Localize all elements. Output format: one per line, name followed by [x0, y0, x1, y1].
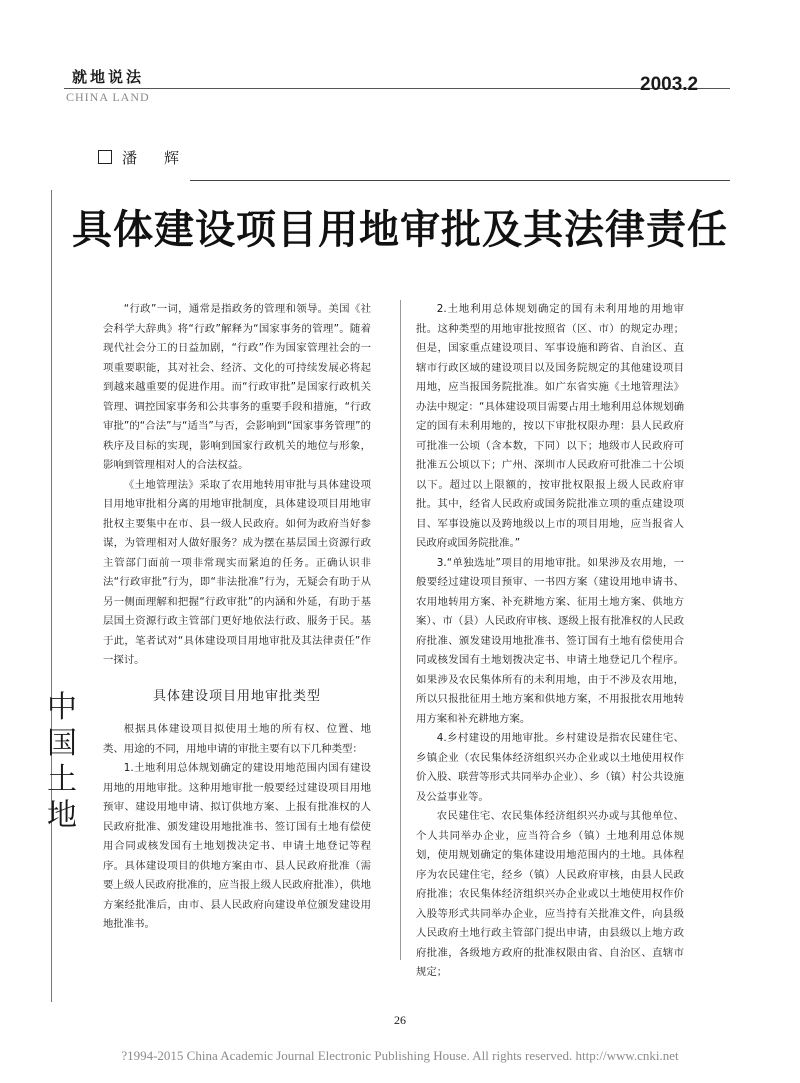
article-title: 具体建设项目用地审批及其法律责任	[72, 207, 728, 253]
column-divider	[400, 300, 401, 960]
author-rule	[190, 180, 730, 181]
section-heading: 具体建设项目用地审批类型	[152, 688, 321, 704]
right-column	[416, 300, 684, 983]
side-brand-char: 地	[47, 798, 77, 833]
issue-number: 2003.2	[640, 74, 699, 95]
side-rule	[51, 190, 52, 1002]
paragraph: 2.土地利用总体规划确定的国有未利用地的用地审批。这种类型的用地审批按照省（区、市）的规定办理；但是，国家重点建设项目、军事设施和跨省、自治区、直辖市行政区域的建设项目以及国务院规定的其他建设项目用地，应当报国务院批准。如广东省实施《土地管理法》办法中规定：“具体建设项目需要占用土地利用总体规划确定的国有未利用地的，按以下审批权限办理：县人民政府可批准一公顷（含本数，下同）以下；地级市人民政府可批准五公顷以下；广州、深圳市人民政府可批准二十公顷以下。超过以上限额的，按审批权限报上级人民政府审批。其中，经省人民政府或国务院批准立项的重点建设项目、军事设施以及跨地级以上市的项目用地，应当报省人民政府或国务院批准。”	[416, 303, 684, 549]
paragraph: 3.“单独选址”项目的用地审批。如果涉及农用地，一般要经过建设项目预审、一书四方案（建设用地申请书、农用地转用方案、补充耕地方案、征用土地方案、供地方案）、市（县）人民政府审核、逐级上报有批准权的人民政府批准、颁发建设用地批准书、签订国有土地有偿使用合同或核发国有土地划拨决定书、申请土地登记几个程序。如果涉及农民集体所有的未利用地，由于不涉及农用地，所以只报批征用土地方案和供地方案，不用报批农用地转用方案和补充耕地方案。	[416, 556, 684, 725]
paragraph: “行政”一词，通常是指政务的管理和领导。美国《社会科学大辞典》将“行政”解释为“国家事务的管理”。随着现代社会分工的日益加剧，“行政”作为国家管理社会的一项重要职能，其对社会、经济、文化的可持续发展必将起到越来越重要的促进作用。而“行政审批”是国家行政机关管理、调控国家事务和公共事务的重要手段和措施，“行政审批”的“合法”与“适当”与否，会影响到“国家事务管理”的秩序及目标的实现，影响到国家行政机关的地位与形象，影响到管理相对人的合法权益。	[103, 303, 371, 471]
left-column	[103, 300, 371, 935]
paragraph: 1.土地利用总体规划确定的建设用地范围内国有建设用地的用地审批。这种用地审批一般要经过建设项目用地预审、建设用地申请、拟订供地方案、上报有批准权的人民政府批准、颁发建设用地批准书、签订国有土地有偿使用合同或核发国有土地划拨决定书、申请土地登记等程序。具体建设项目的供地方案由市、县人民政府批准（需要上级人民政府批准的，应当报上级人民政府批准），供地方案经批准后，由市、县人民政府向建设单位颁发建设用地批准书。	[103, 762, 371, 930]
author-line	[98, 147, 185, 168]
side-brand-char: 土	[47, 762, 77, 797]
section-label-english: CHINA LAND	[66, 90, 150, 104]
section-label: 就地说法	[72, 68, 145, 86]
copyright-footer: ?1994-2015 China Academic Journal Electronic Publishing House. All rights reserved. http://www.cnki.net	[121, 1048, 679, 1063]
paragraph: 根据具体建设项目拟使用土地的所有权、位置、地类、用途的不同，用地申请的审批主要有以下几种类型：	[103, 723, 371, 755]
paragraph: 农民建住宅、农民集体经济组织兴办或与其他单位、个人共同举办企业，应当符合乡（镇）土地利用总体规划，使用规划确定的集体建设用地范围内的土地。具体程序为农民建住宅，经乡（镇）人民政府审核，由县人民政府批准；农民集体经济组织兴办企业或以土地使用权作价入股等形式共同举办企业，应当持有关批准文件，向县级人民政府土地行政主管部门提出申请，由县级以上地方政府批准，各级地方政府的批准权限由省、自治区、直辖市规定；	[416, 810, 684, 978]
side-brand-char: 中	[47, 690, 77, 725]
page-number: 26	[394, 1013, 406, 1027]
header-rule	[64, 88, 730, 89]
side-brand	[44, 690, 80, 834]
paragraph: 《土地管理法》采取了农用地转用审批与具体建设项目用地审批相分离的用地审批制度，具体建设项目用地审批权主要集中在市、县一级人民政府。如何为政府当好参谋，为管理相对人做好服务？成为摆在基层国土资源行政主管部门面前一项非常现实而紧迫的任务。正确认识非法“行政审批”行为，即“非法批准”行为，无疑会有助于从另一侧面理解和把握“行政审批”的内涵和外延，有助于基层国土资源行政主管部门更好地依法行政、服务于民。基于此，笔者试对“具体建设项目用地审批及其法律责任”作一探讨。	[103, 478, 371, 666]
square-bullet-icon	[98, 150, 112, 164]
side-brand-char: 国	[47, 726, 77, 761]
author-name: 潘 辉	[122, 149, 186, 167]
paragraph: 4.乡村建设的用地审批。乡村建设是指农民建住宅、乡镇企业（农民集体经济组织兴办企业或以土地使用权作价入股、联营等形式共同举办企业）、乡（镇）村公共设施及公益事业等。	[416, 732, 684, 803]
